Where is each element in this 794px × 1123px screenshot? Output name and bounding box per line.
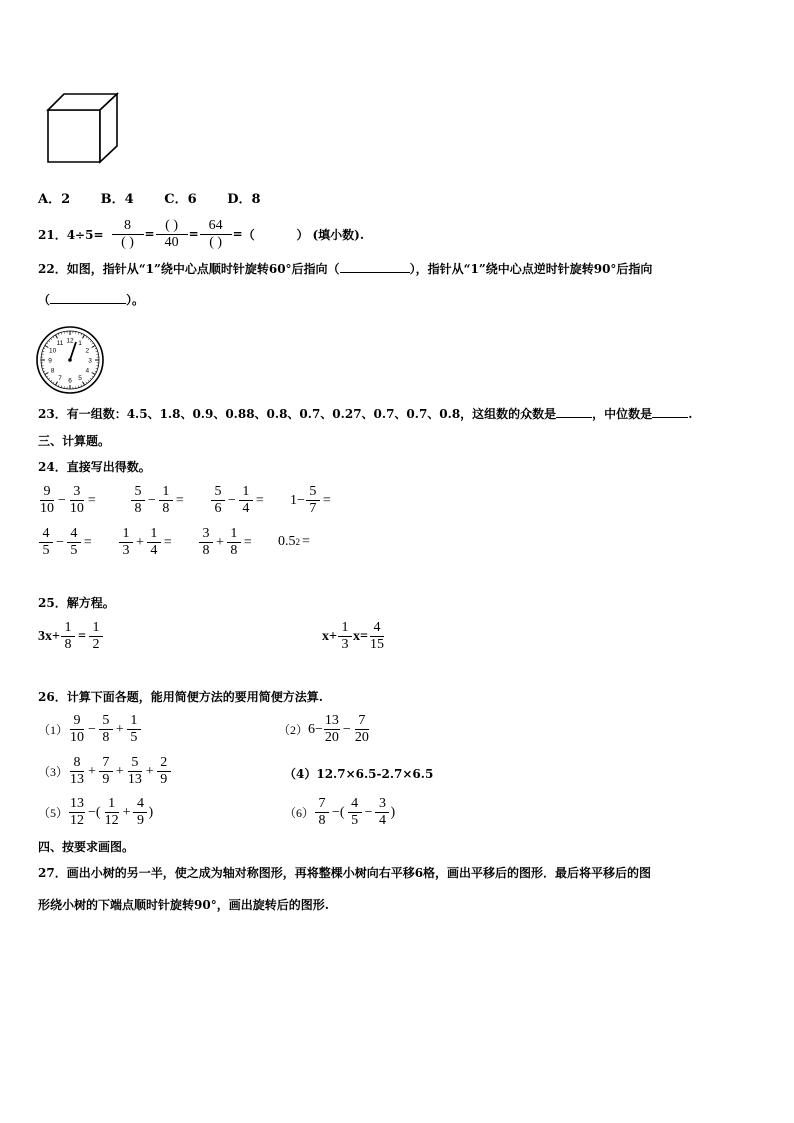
- option-a: A．2: [38, 192, 71, 207]
- q27-line-2: 形绕小树的下端点顺时针旋转90°，画出旋转后的图形.: [38, 898, 329, 912]
- q25-equation-1: 3x+ $\frac{1}{8}$ = $\frac{1}{2}$: [38, 620, 104, 653]
- q21-fraction-3: $\frac{64}{( )}$: [200, 218, 232, 251]
- clock-number: 7: [58, 374, 62, 382]
- q25-title: 25．解方程。: [38, 596, 115, 610]
- clock-number: 10: [49, 347, 57, 355]
- q25-equation-2: x+ $\frac{1}{3}$ x= $\frac{4}{15}$: [322, 620, 384, 652]
- clock-number: 11: [56, 340, 64, 348]
- q26-title: 26．计算下面各题，能用简便方法的要用简便方法算.: [38, 690, 323, 704]
- q27-line-1: 27．画出小树的另一半，使之成为轴对称图形，再将整棵小树向右平移6格，画出平移后的图形．最后将平移后的图: [38, 866, 652, 880]
- q21-answer-blank[interactable]: （ ）: [242, 227, 309, 242]
- q24-title: 24．直接写出得数。: [38, 460, 151, 474]
- clock-number: 2: [85, 347, 90, 355]
- option-c: C．6: [164, 192, 197, 207]
- q21-suffix: (填小数).: [312, 227, 365, 242]
- q21-eq2: =: [188, 227, 199, 241]
- q24-item-1-1: $\frac{9}{10}$ − $\frac{3}{10}$ =: [40, 484, 96, 516]
- clock-number: 3: [88, 357, 92, 365]
- clock-number: 1: [78, 340, 82, 348]
- q24-item-2-1: $\frac{4}{5}$ − $\frac{4}{5}$ =: [38, 526, 94, 559]
- clock-number: 6: [68, 377, 72, 385]
- clock-number: 12: [66, 337, 74, 345]
- q24-item-2-2: $\frac{1}{3}$ + $\frac{1}{4}$ =: [118, 526, 174, 559]
- question-23: 23．有一组数：4.5、1.8、0.9、0.88、0.8、0.7、0.27、0.7、0.7、0.8，这组数的众数是 ，中位数是 .: [38, 407, 693, 421]
- q21-prefix: 21．4÷5=: [38, 227, 104, 242]
- q24-item-1-3: $\frac{5}{6}$ − $\frac{1}{4}$ =: [210, 484, 266, 517]
- q21-fraction-1: $\frac{8}{( )}$: [112, 218, 144, 251]
- question-21: [38, 212, 364, 256]
- option-d: D．8: [227, 192, 261, 207]
- q24-item-2-3: $\frac{3}{8}$ + $\frac{1}{8}$ =: [198, 526, 254, 559]
- q26-problem-2: （2） 6− $\frac{13}{20}$ − $\frac{7}{20}$: [278, 713, 369, 745]
- q21-eq3: =: [232, 227, 243, 241]
- q21-eq1: =: [144, 227, 155, 241]
- q26-problem-3: （3） $\frac{8}{13}$ + $\frac{7}{9}$ + $\frac{5}{13}$ + $\frac{2}{9}$: [38, 755, 172, 788]
- q24-item-1-2: $\frac{5}{8}$ − $\frac{1}{8}$ =: [130, 484, 186, 517]
- section-3-heading: 三、计算题。: [38, 434, 111, 448]
- q26-problem-5: （5） $\frac{13}{12}$ −( $\frac{1}{12}$ + $\frac{4}{9}$ ): [38, 796, 154, 828]
- q24-item-1-4: 1− $\frac{5}{7}$ =: [290, 484, 331, 516]
- q26-problem-1: （1） $\frac{9}{10}$ − $\frac{5}{8}$ + $\frac{1}{5}$: [38, 713, 142, 746]
- section-4-heading: 四、按要求画图。: [38, 840, 135, 854]
- q24-item-2-4: 0.5 2 =: [278, 534, 310, 549]
- question-22-line1: 22．如图，指针从“1”绕中心点顺时针旋转60°后指向（ ），指针从“1”绕中心点逆时针旋转90°后指向: [38, 262, 653, 276]
- clock-number: 4: [85, 367, 90, 375]
- question-22-line2: （ ）。: [38, 293, 145, 307]
- q23-blank-median[interactable]: [652, 417, 688, 418]
- q20-options: [38, 188, 261, 207]
- q22-blank-2[interactable]: [50, 303, 126, 304]
- q21-fraction-2: $\frac{( )}{40}$: [156, 218, 188, 251]
- cube-figure: [40, 88, 124, 168]
- clock-number: 5: [78, 374, 82, 382]
- clock-number: 9: [48, 357, 52, 365]
- q26-problem-4: （4）12.7×6.5-2.7×6.5: [284, 767, 434, 781]
- option-b: B．4: [100, 192, 134, 207]
- clock-figure: [35, 325, 105, 395]
- clock-number: 8: [50, 367, 55, 375]
- q26-problem-6: （6） $\frac{7}{8}$ −( $\frac{4}{5}$ − $\frac{3}{4}$ ): [284, 796, 396, 828]
- q23-blank-mode[interactable]: [556, 417, 592, 418]
- q22-blank-1[interactable]: [340, 272, 410, 273]
